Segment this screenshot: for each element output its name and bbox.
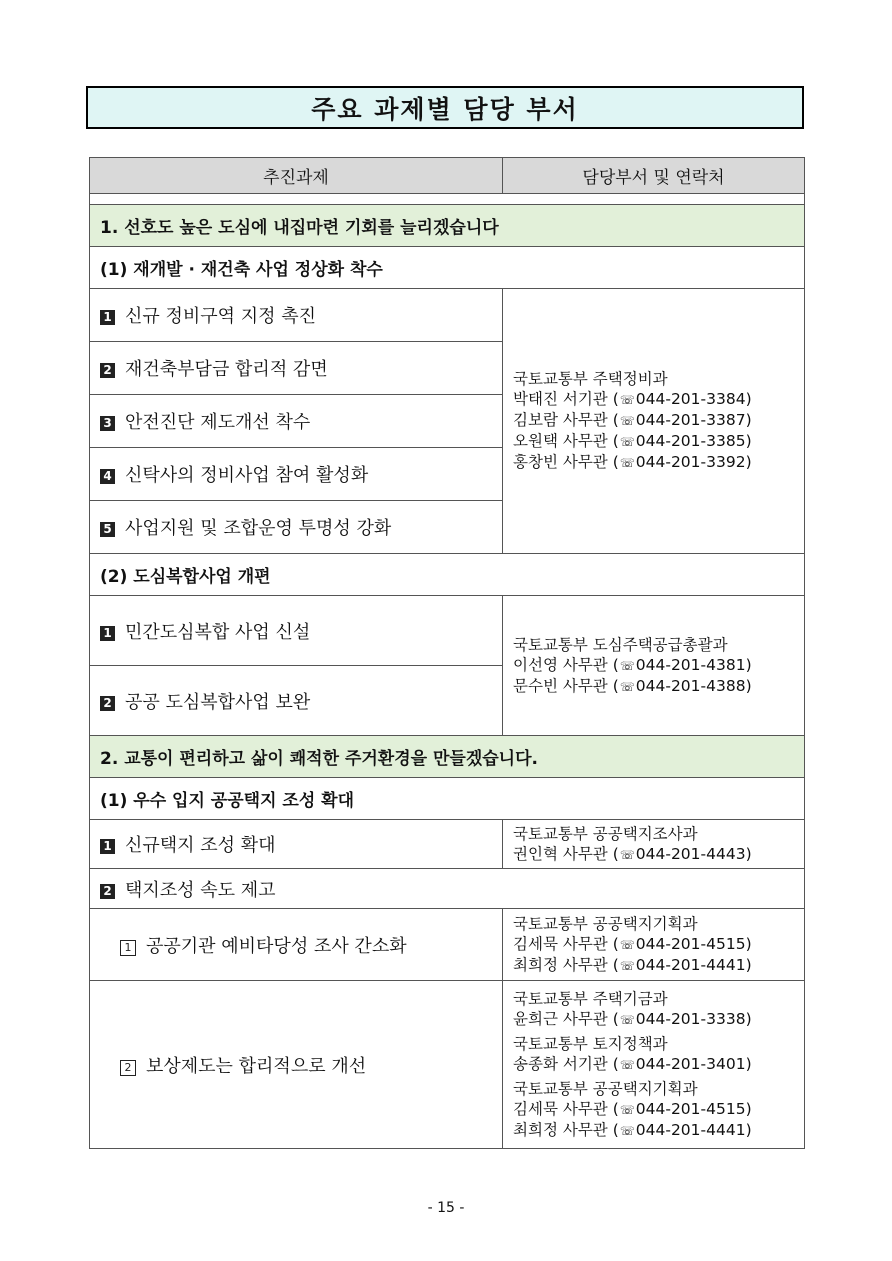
phone-icon: ☏ [619, 658, 635, 673]
department-name: 국토교통부 도심주택공급총괄과 [513, 635, 728, 654]
department-name: 국토교통부 주택정비과 [513, 370, 668, 388]
department-name: 국토교통부 토지정책과 [513, 1034, 668, 1053]
task-label: 신탁사의 정비사업 참여 활성화 [125, 465, 369, 486]
phone-icon: ☏ [619, 847, 635, 862]
phone-icon: ☏ [619, 393, 635, 407]
table-row [90, 289, 805, 342]
task-label: 신규택지 조성 확대 [125, 835, 276, 856]
section-2-title: 2. 교통이 편리하고 삶이 쾌적한 주거환경을 만들겠습니다. [90, 736, 805, 778]
contact-person: 문수빈 사무관 (☏044-201-4388) [513, 676, 752, 695]
subsection-1-1-title: (1) 재개발 · 재건축 사업 정상화 착수 [90, 247, 805, 289]
page-number: - 15 - [427, 1200, 465, 1216]
number-badge: 3 [100, 416, 115, 431]
subsection-2-1-row [90, 778, 805, 820]
header-task: 추진과제 [90, 158, 503, 194]
department-table [89, 157, 805, 1149]
phone-icon: ☏ [619, 1012, 635, 1027]
department-name: 국토교통부 주택기금과 [513, 989, 668, 1008]
task-label: 공공 도심복합사업 보완 [125, 691, 311, 713]
number-badge: 1 [100, 839, 115, 854]
spacer-row [90, 194, 805, 205]
task-item [90, 395, 503, 448]
contact-person: 이선영 사무관 (☏044-201-4381) [513, 655, 752, 674]
contact-person: 김세묵 사무관 (☏044-201-4515) [513, 1099, 752, 1118]
task-item [90, 869, 805, 909]
task-label: 재건축부담금 합리적 감면 [125, 359, 328, 380]
contact-group [513, 989, 794, 1030]
contact-person: 홍창빈 사무관 (☏044-201-3392) [513, 453, 752, 471]
phone-icon: ☏ [619, 1123, 635, 1138]
subtask-item [90, 909, 503, 981]
contact-cell [503, 909, 805, 981]
contact-person: 윤희근 사무관 (☏044-201-3338) [513, 1009, 752, 1028]
phone-icon: ☏ [619, 1057, 635, 1072]
task-label: 보상제도는 합리적으로 개선 [146, 1055, 367, 1077]
contact-person: 김세묵 사무관 (☏044-201-4515) [513, 934, 752, 953]
number-badge: 2 [100, 696, 115, 711]
contact-person: 최희정 사무관 (☏044-201-4441) [513, 1120, 752, 1139]
number-badge: 1 [100, 626, 115, 641]
task-label: 공공기관 예비타당성 조사 간소화 [146, 935, 407, 957]
section-1-row [90, 205, 805, 247]
phone-icon: ☏ [619, 937, 635, 952]
task-label: 안전진단 제도개선 착수 [125, 412, 311, 433]
department-name: 국토교통부 공공택지기획과 [513, 1079, 698, 1098]
contact-person: 박태진 서기관 (☏044-201-3384) [513, 390, 752, 408]
task-item [90, 666, 503, 736]
table-row [90, 596, 805, 666]
section-1-title: 1. 선호도 높은 도심에 내집마련 기회를 늘리겠습니다 [90, 205, 805, 247]
number-badge: 4 [100, 469, 115, 484]
section-2-row [90, 736, 805, 778]
department-name: 국토교통부 공공택지조사과 [513, 824, 698, 843]
subsection-2-1-title: (1) 우수 입지 공공택지 조성 확대 [90, 778, 805, 820]
department-name: 국토교통부 공공택지기획과 [513, 914, 698, 933]
contact-cell [503, 596, 805, 736]
table-row [90, 820, 805, 869]
task-item [90, 342, 503, 395]
task-label: 민간도심복합 사업 신설 [125, 621, 311, 643]
subsection-1-2-title: (2) 도심복합사업 개편 [90, 554, 805, 596]
contact-group [513, 1034, 794, 1075]
page-title: 주요 과제별 담당 부서 [86, 86, 804, 129]
task-item [90, 501, 503, 554]
task-item [90, 289, 503, 342]
phone-icon: ☏ [619, 435, 635, 449]
outline-number-badge: 2 [120, 1060, 136, 1076]
phone-icon: ☏ [619, 414, 635, 428]
contact-cell [503, 981, 805, 1149]
table-row [90, 909, 805, 981]
subsection-1-1-row [90, 247, 805, 289]
contact-cell [503, 820, 805, 869]
task-label: 택지조성 속도 제고 [125, 879, 276, 901]
task-item [90, 596, 503, 666]
table-row [90, 981, 805, 1149]
contact-person: 김보람 사무관 (☏044-201-3387) [513, 411, 752, 429]
task-item [90, 820, 503, 869]
number-badge: 2 [100, 884, 115, 899]
subtask-item [90, 981, 503, 1149]
contact-person: 권인혁 사무관 (☏044-201-4443) [513, 844, 752, 863]
contact-person: 오원택 사무관 (☏044-201-3385) [513, 432, 752, 450]
number-badge: 1 [100, 310, 115, 325]
phone-icon: ☏ [619, 456, 635, 470]
outline-number-badge: 1 [120, 940, 136, 956]
task-label: 사업지원 및 조합운영 투명성 강화 [125, 518, 392, 539]
contact-cell [503, 289, 805, 554]
phone-icon: ☏ [619, 1102, 635, 1117]
subsection-1-2-row [90, 554, 805, 596]
contact-person: 송종화 서기관 (☏044-201-3401) [513, 1054, 752, 1073]
phone-icon: ☏ [619, 679, 635, 694]
table-header-row [90, 158, 805, 194]
header-department: 담당부서 및 연락처 [503, 158, 805, 194]
contact-group [513, 1079, 794, 1141]
task-item [90, 448, 503, 501]
contact-person: 최희정 사무관 (☏044-201-4441) [513, 955, 752, 974]
table-row [90, 869, 805, 909]
task-label: 신규 정비구역 지정 촉진 [125, 306, 317, 327]
number-badge: 5 [100, 522, 115, 537]
number-badge: 2 [100, 363, 115, 378]
phone-icon: ☏ [619, 958, 635, 973]
